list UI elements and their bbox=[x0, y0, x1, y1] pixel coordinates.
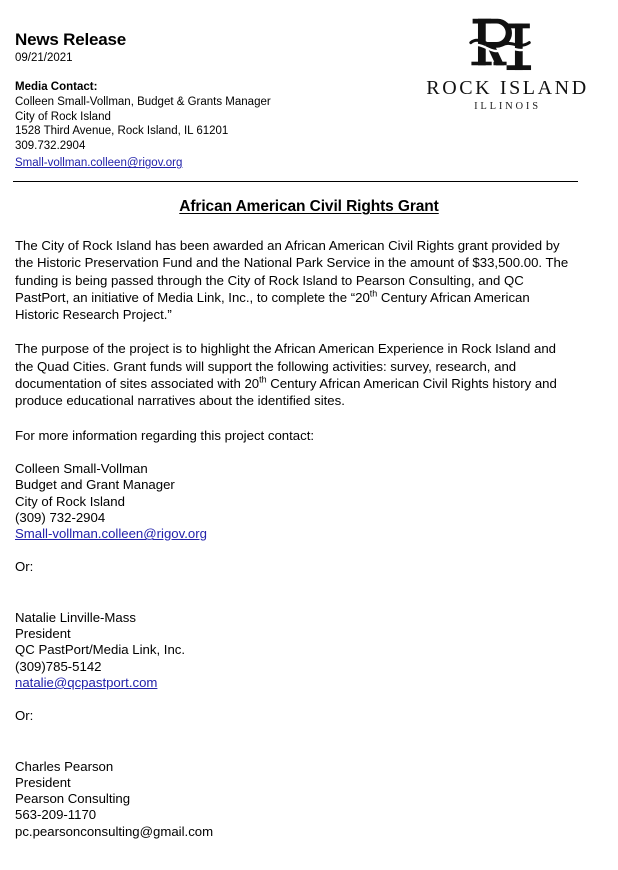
contact-organization: Pearson Consulting bbox=[15, 791, 131, 807]
page-title bbox=[0, 198, 618, 216]
release-date: 09/21/2021 bbox=[15, 52, 73, 64]
spacer bbox=[15, 593, 577, 610]
contact-name: Charles Pearson bbox=[15, 758, 114, 774]
contact-name: Colleen Small-Vollman bbox=[15, 460, 148, 476]
header-contact-email-link[interactable]: Small-vollman.colleen@rigov.org bbox=[15, 157, 183, 170]
page-title-text: African American Civil Rights Grant bbox=[179, 198, 439, 215]
contact-email-row bbox=[15, 675, 577, 691]
paragraph-1-text-part-1: The City of Rock Island has been awarded an African American Civil Rights grant provided by the Historic Preservation Fund and the National Park Service in the amount of $33,500.00. The funding is being passed through the City of Rock Island to Pearson Consulting, and QC PastPort, an initiative of Media Link, Inc., to complete the “20 bbox=[15, 238, 569, 305]
contact-organization: QC PastPort/Media Link, Inc. bbox=[15, 642, 186, 658]
spacer bbox=[15, 691, 577, 708]
header-contact-name-title: Colleen Small-Vollman, Budget & Grants Manager bbox=[15, 96, 271, 108]
or-separator-1: Or: bbox=[15, 559, 34, 575]
contact-email-row bbox=[15, 526, 577, 542]
spacer bbox=[15, 542, 577, 559]
contact-block-natalie-linville-mass bbox=[15, 610, 577, 691]
contact-phone: (309) 732-2904 bbox=[15, 509, 106, 525]
contact-title: President bbox=[15, 626, 71, 642]
document-header bbox=[0, 0, 618, 172]
header-contact-phone: 309.732.2904 bbox=[15, 139, 86, 152]
media-contact-label: Media Contact: bbox=[15, 81, 98, 93]
contact-title: President bbox=[15, 774, 71, 790]
paragraph-1-superscript: th bbox=[369, 288, 378, 299]
paragraph-grant-award bbox=[15, 237, 577, 323]
rock-island-logo bbox=[416, 14, 596, 114]
header-contact-address: 1528 Third Avenue, Rock Island, IL 61201 bbox=[15, 125, 229, 138]
spacer bbox=[15, 742, 577, 759]
contact-phone: 563-209-1170 bbox=[15, 807, 97, 823]
logo-state-name: ILLINOIS bbox=[474, 101, 541, 112]
contact-block-colleen-small-vollman bbox=[15, 461, 577, 542]
paragraph-2-text-part-1: The purpose of the project is to highlight the African American Experience in Rock Island and the Quad Cities. Grant funds will support the following activities: survey, research, and documentation of sites associated with 20 bbox=[15, 341, 556, 392]
contact-name: Natalie Linville-Mass bbox=[15, 609, 136, 625]
or-separator-2: Or: bbox=[15, 708, 34, 724]
rock-island-ri-monogram-icon bbox=[467, 14, 545, 76]
contact-email-link[interactable]: Small-vollman.colleen@rigov.org bbox=[15, 526, 207, 542]
contact-email-link[interactable]: natalie@qcpastport.com bbox=[15, 674, 158, 690]
paragraph-2-text-part-2: Century African American Civil Rights history and produce educational narratives about the identified sites. bbox=[15, 376, 557, 409]
logo-city-name: ROCK ISLAND bbox=[426, 77, 589, 99]
contact-block-charles-pearson bbox=[15, 759, 577, 840]
contact-title: Budget and Grant Manager bbox=[15, 477, 175, 493]
paragraph-more-information: For more information regarding this project contact: bbox=[15, 427, 315, 443]
contact-organization: City of Rock Island bbox=[15, 493, 125, 509]
contact-email-text: pc.pearsonconsulting@gmail.com bbox=[15, 823, 214, 839]
header-divider-rule bbox=[13, 181, 578, 182]
paragraph-2-superscript: th bbox=[259, 374, 267, 385]
news-release-heading: News Release bbox=[15, 30, 127, 49]
document-body bbox=[15, 237, 577, 840]
paragraph-project-purpose bbox=[15, 340, 577, 409]
header-contact-block bbox=[15, 30, 395, 171]
contact-phone: (309)785-5142 bbox=[15, 658, 102, 674]
header-contact-organization: City of Rock Island bbox=[15, 110, 111, 123]
paragraph-1-text-part-2: Century African American Historic Research Project.” bbox=[15, 289, 530, 323]
